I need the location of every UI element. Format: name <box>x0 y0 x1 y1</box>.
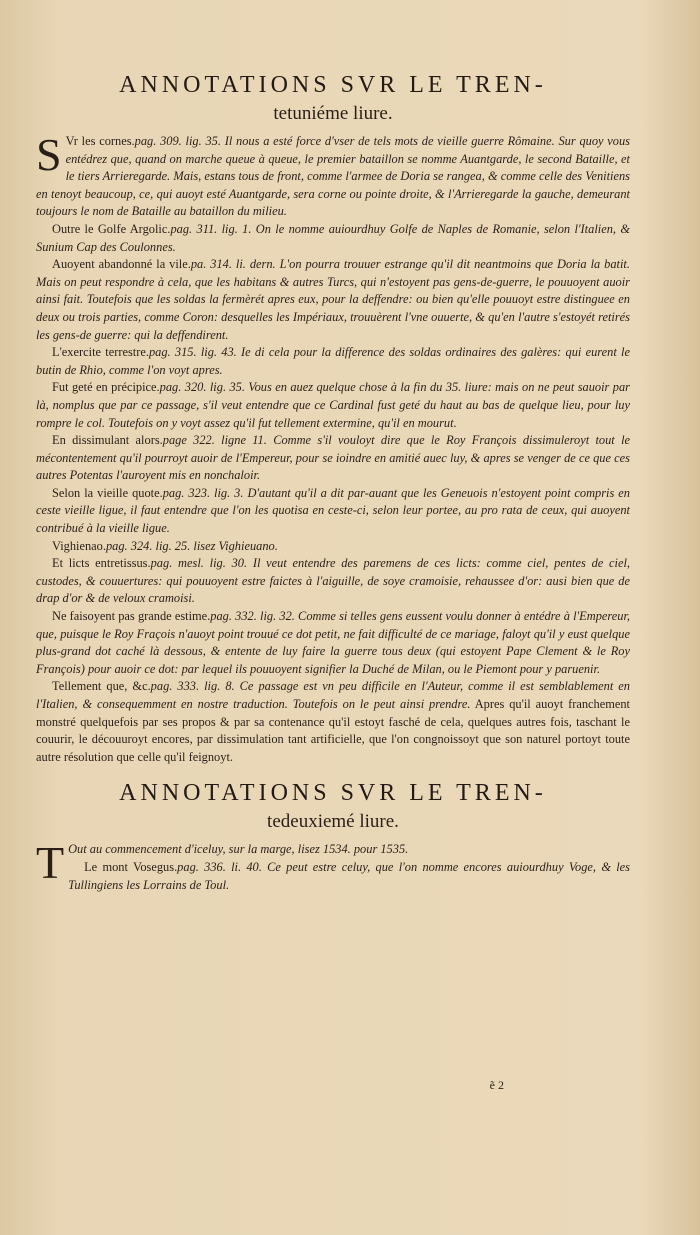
annotation-paragraph <box>36 379 630 432</box>
annotation-paragraph <box>36 841 630 859</box>
annotation-lemma: Auoyent abandonné la vile. <box>52 257 191 272</box>
annotation-reference: pag. 315. lig. 43. <box>148 345 237 360</box>
annotation-paragraph <box>36 555 630 608</box>
annotation-paragraph <box>36 432 630 485</box>
annotation-lemma: Vr les cornes. <box>65 134 135 148</box>
annotation-lemma: Tellement que, &c. <box>52 679 151 694</box>
annotation-reference: pag. 309. lig. 35. <box>134 134 221 148</box>
section-heading: ANNOTATIONS SVR LE TREN- <box>119 72 547 98</box>
annotation-lemma: Outre le Golfe Argolic. <box>52 221 171 236</box>
annotation-reference: pag. 311. lig. 1. <box>170 221 252 236</box>
signature-mark: ẽ 2 <box>489 1078 504 1092</box>
annotation-gloss: Ce passage est vn peu difficile en l'Auteur, comme il est semblablement en l'Italien, & consequemment en nostre traduction. Toutefois on le peut ainsi prendre. <box>36 679 630 711</box>
annotation-gloss: Ie di cela pour la difference des soldas ordinaires des galères: qui eurent le butin de Rhio, comme l'on voyt apres. <box>36 345 630 377</box>
annotation-gloss: On le nomme auiourdhuy Golfe de Naples de Romanie, selon l'Italien, & Sunium Cap des Coulonnes. <box>36 221 630 254</box>
annotation-translation: Apres qu'il auoyt franchement monstré quelquefois par ses propos & par sa contenance qu'il estoyt fasché de cela, quelques autres fois, taschant le couurir, le découuroyt encores, par dissimulation tant artificielle, que l'on congnoissoyt que son naturel portoyt toute autre résolution que celle qu'il feignoyt. <box>36 697 630 764</box>
section-subheading: tetuniéme liure. <box>273 103 393 124</box>
annotation-lemma: Et licts entretissus. <box>52 556 151 571</box>
annotation-gloss: Comme s'il vouloyt dire que le Roy François dissimuleroyt tout le mécontentement qu'il pourroyt auoir de l'Empereur, pour se ioindre en amitié auec luy, & apres se venger de ce que ces autres Potentas l'auroyent mis en nonchaloir. <box>36 433 631 483</box>
annotation-gloss: lisez Vighieuano. <box>190 538 278 553</box>
annotation-lemma: Le mont Vosegus. <box>84 859 178 874</box>
annotation-gloss: Out au commencement d'iceluy, sur la marge, lisez 1534. pour 1535. <box>68 842 409 857</box>
annotation-reference: pag. 336. li. 40. <box>177 859 262 874</box>
section-heading: ANNOTATIONS SVR LE TREN- <box>119 780 547 807</box>
annotation-gloss: D'autant qu'il a dit par-auant que les Geneuois n'estoyent point compris en ceste vieille ligue, il faut entendre que l'on les quotisa en ceste-ci, selon leur portee, au pro rata de ceux, qui auoyent contribué à la vieille ligue. <box>36 485 630 536</box>
annotation-paragraph <box>36 256 630 344</box>
annotation-gloss: Il veut entendre des paremens de ces licts: comme ciel, pentes de ciel, custodes, & couuertures: qui pouuoyent estre faictes à l'aiguille, de soye cramoisie, rehaussee d'or: ausi bien que de drap d'or & de veloux cramoisi. <box>36 556 631 606</box>
annotation-reference: page 322. ligne 11. <box>162 433 267 448</box>
annotation-gloss: Vous en auez quelque chose à la fin du 35. liure: mais on ne peut sauoir par là, nomplus que par ce passage, s'il veut entendre que ce Cardinal fust geté du haut au bas de quelque lieu, pour luy rompre le col. Toutefois on y voyt assez qu'il fut tellement extermine, qu'il en mourut. <box>36 380 630 430</box>
annotations-section-31 <box>36 129 631 766</box>
annotation-gloss: L'on pourra trouuer estrange qu'il dit neantmoins que Doria la batit. Mais on peut respondre à cela, que les habitans & autres Turcs, qui n'estoyent pas gens-de-guerre, le pouuoyent auoir ainsi fait. Toutefois que les soldas la fermèrét apres eux, pour la deffendre: ou bien qu'elle pouuoyt estre distinguee en deux ou trois parties, comme Coron: desquelles les Impériaux, trouuèrent l'vne ouuerte, & qu'en l'autre s'estoyét retirés les gens-de guerre: qui la deffendirent. <box>36 257 630 342</box>
section-subheading: tedeuxiemé liure. <box>267 811 399 833</box>
annotation-paragraph <box>36 859 630 894</box>
annotation-paragraph <box>36 129 630 221</box>
annotation-gloss: Comme si telles gens eussent voulu donner à entédre à l'Empereur, que, puisque le Roy Fraçois n'auoyt point trouué ce dot petit, ne fait difficulté de ce mariage, faloyt qu'il y eust quelque plus-grand dot caché là dessous, & entente de luy faire la guerre tous deux (qui estoyent Pape Clement & le Roy François) pour auoir ce dot: par lequel ils pouuoyent signifier la Duché de Milan, ou le Piemont pour y paruenir. <box>36 609 630 676</box>
annotation-lemma: Ne faisoyent pas grande estime. <box>52 609 211 624</box>
annotation-paragraph <box>36 608 630 678</box>
annotations-section-32 <box>36 780 630 894</box>
annotation-reference: pag. mesl. lig. 30. <box>150 556 248 571</box>
annotation-lemma: Fut geté en précipice. <box>52 380 160 395</box>
annotation-reference: pa. 314. li. dern. <box>190 257 276 272</box>
annotation-gloss: Il nous a esté force d'vser de tels mots de vieille guerre Rômaine. Sur quoy vous entédrez que, quand on marche queue à queue, le premier bataillon se nomme Auantgarde, le second Bataille, et le tiers Arrieregarde. Mais, estans tous de front, comme l'armee de Doria se rangea, & comme celle des Venitiens en tenoyt beaucoup, ce, qui auoyt esté Auantgarde, sera corne ou pointe droite, & l'Arrieregarde la gauche, demeurant toujours le nom de Bataille au bataillon du milieu. <box>36 134 630 219</box>
annotation-paragraph <box>36 538 630 556</box>
annotation-paragraph <box>36 344 630 379</box>
annotation-paragraph <box>36 221 630 256</box>
annotation-reference: pag. 333. lig. 8. <box>150 679 235 694</box>
annotation-paragraph <box>36 678 630 766</box>
annotation-lemma: Vighienao. <box>52 538 106 553</box>
annotation-lemma: Selon la vieille quote. <box>52 485 163 500</box>
annotation-gloss: Ce peut estre celuy, que l'on nomme encores auiourdhuy Voge, & les Tullingiens les Lorrains de Toul. <box>68 859 630 892</box>
annotation-paragraph <box>36 485 630 538</box>
annotation-lemma: L'exercite terrestre. <box>52 345 149 360</box>
annotation-lemma: En dissimulant alors. <box>52 433 163 448</box>
annotation-reference: pag. 323. lig. 3. <box>162 485 244 500</box>
annotation-reference: pag. 320. lig. 35. <box>159 380 245 395</box>
annotation-reference: pag. 332. lig. 32. <box>210 609 295 624</box>
annotation-reference: pag. 324. lig. 25. <box>105 538 191 553</box>
drop-cap: S <box>36 129 62 180</box>
drop-cap: T <box>36 837 65 889</box>
